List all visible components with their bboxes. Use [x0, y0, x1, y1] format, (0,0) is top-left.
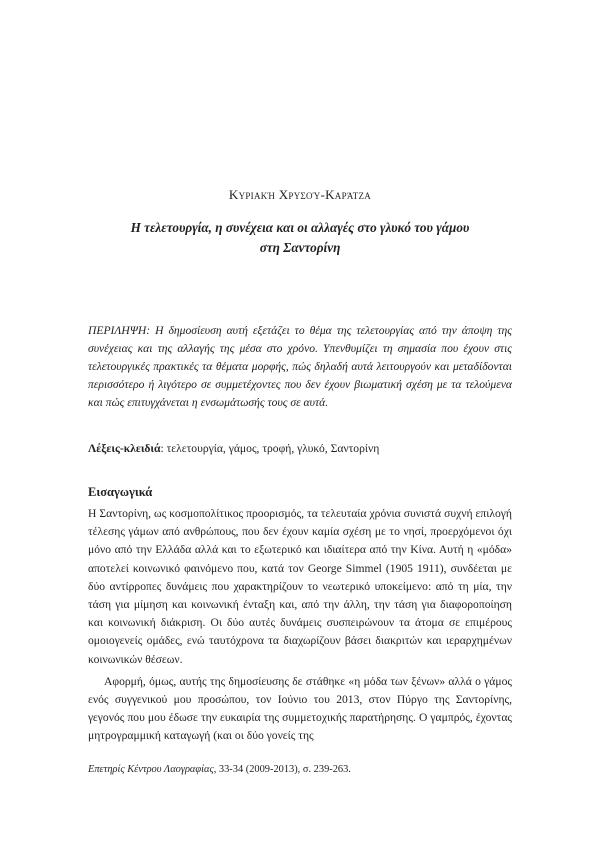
abstract — [88, 322, 512, 412]
keywords-label: Λέξεις-κλειδιά — [88, 442, 161, 455]
journal-name: Επετηρίς Κέντρου Λαογραφίας — [88, 764, 214, 775]
author-name: Κυριακή Χρυσού-Καράτζα — [228, 187, 372, 202]
journal-details: , 33-34 (2009-2013), σ. 239-263. — [213, 764, 351, 775]
title-line-1: Η τελετουργία, η συνέχεια και οι αλλαγές στο γλυκό του γάμου — [130, 220, 470, 235]
abstract-label: ΠΕΡΙΛΗΨΗ: — [88, 324, 151, 337]
paragraph-1: Η Σαντορίνη, ως κοσμοπολίτικος προορισμός, τα τελευταία χρόνια συνιστά συχνή επιλογή τέλεσης γάμων από ανθρώπους, που δεν έχουν καμία σχέση με το νησί, προερχόμενοι όχι μόνο από την Ελλάδα αλλά και το εξωτερικό και ιδιαίτερα από την Κίνα. Αυτή η «μόδα» αποτελεί κοινωνικό φαινόμενο που, κατά τον George Simmel (1905 1911), συνδέεται με δύο αντίρροπες δυνάμεις που χαρακτηρίζουν το νεωτερικό υποκείμενο: από τη μία, την τάση για μίμηση και κοινωνική ένταξη και, από την άλλη, την τάση για διαφοροποίηση και κοινωνική διάκριση. Οι δύο αυτές δυνάμεις συσπειρώνουν τα άτομα σε επιμέρους ομοιογενείς ομάδες, ενώ ταυτόχρονα τα διαχωρίζουν βάσει διακριτών και ιεραρχημένων κοινωνικών θέσεων. — [88, 507, 512, 666]
section-heading: Εισαγωγικά — [88, 485, 153, 499]
body-text — [88, 505, 512, 746]
keywords-text: : τελετουργία, γάμος, τροφή, γλυκό, Σαντορίνη — [160, 442, 380, 455]
keywords — [88, 440, 512, 458]
article-title — [88, 218, 512, 258]
abstract-text: Η δημοσίευση αυτή εξετάζει το θέμα της τελετουργίας από την άποψη της συνέχειας και της αλλαγής της μέσα στο χρόνο. Υπενθυμίζει τη σημασία που έχουν στις τελετουργικές πρακτικές τα θέματα μορφής, πώς δηλαδή αυτά λειτουργούν και μεταδίδονται περισσότερο ή λιγότερο σε συμμετέχοντες που δεν έχουν βιωματική σχέση με τα τελούμενα και πώς επιτυγχάνεται η ενσωμάτωσής τους σε αυτά. — [88, 324, 512, 409]
paragraph-2: Αφορμή, όμως, αυτής της δημοσίευσης δε στάθηκε «η μόδα των ξένων» αλλά ο γάμος ενός συγγενικού μου προσώπου, τον Ιούνιο του 2013, στον Πύργο της Σαντορίνης, γεγονός που μου έδωσε την ευκαιρία της συμμετοχικής παρατήρησης. Ο γαμπρός, έχοντας μητρογραμμική καταγωγή (και οι δύο γονείς της — [88, 674, 512, 743]
footer-citation — [88, 764, 512, 775]
title-line-2: στη Σαντορίνη — [259, 240, 341, 255]
